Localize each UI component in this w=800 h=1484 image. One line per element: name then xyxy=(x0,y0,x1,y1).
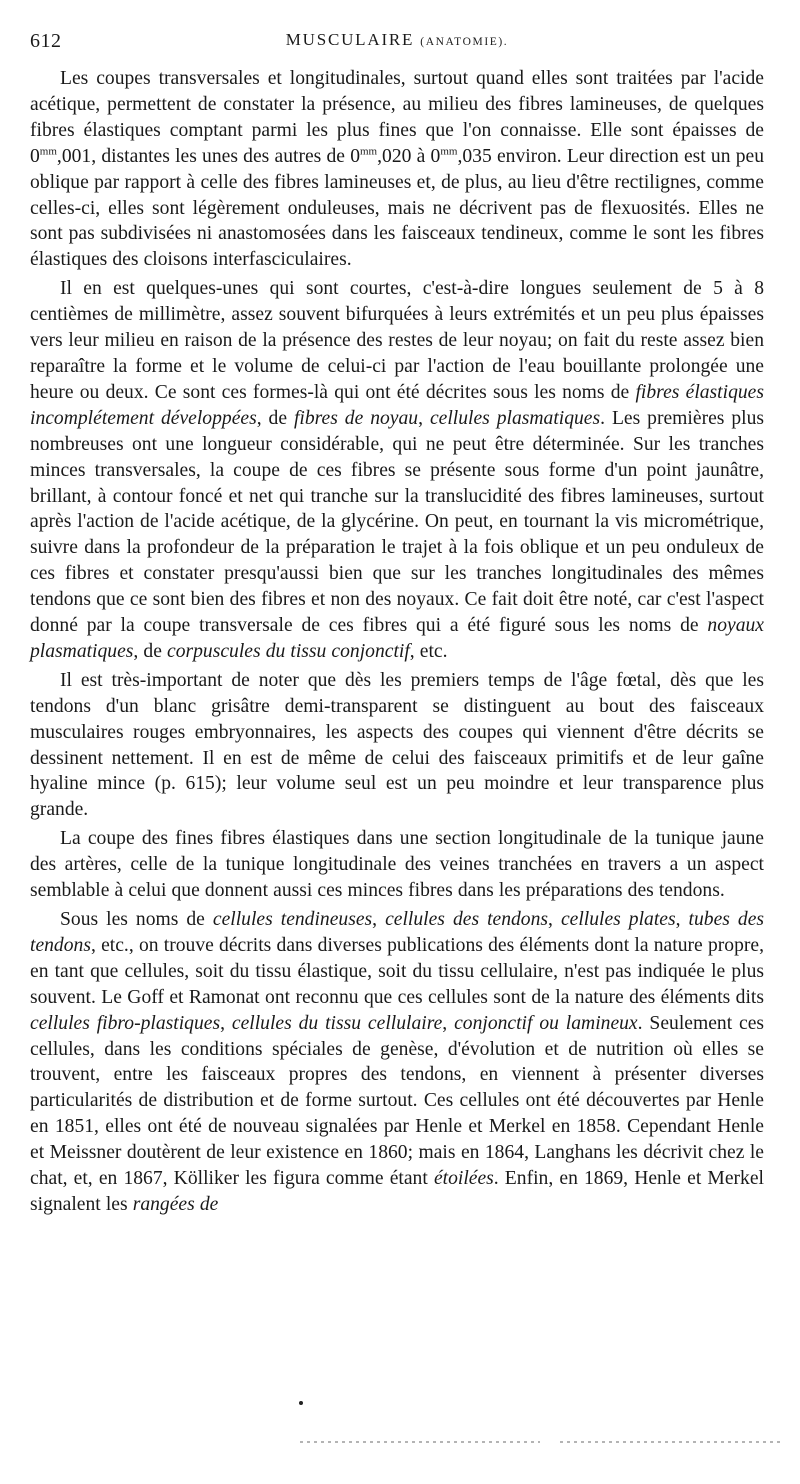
paragraph xyxy=(30,907,764,1218)
text-run: , xyxy=(372,909,386,930)
italic-term: cellules plasmatiques xyxy=(429,407,601,429)
page-number: 612 xyxy=(30,30,62,52)
body-text xyxy=(30,66,764,1218)
italic-term: cellules plates xyxy=(560,909,676,930)
italic-term: noyaux plasmatiques xyxy=(30,615,764,662)
running-title-subtitle: (ANATOMIE). xyxy=(420,36,509,48)
bottom-bleed-mark xyxy=(300,1441,540,1443)
running-title-main: MUSCULAIRE xyxy=(285,30,415,49)
text-run: , etc. xyxy=(409,640,448,662)
text-run: , xyxy=(220,1012,232,1034)
running-header xyxy=(30,22,764,62)
text-run: . Les premières plus nombreuses ont une longueur considérable, qui ne peut être déterminée. Sur les tranches minces transversales, la coupe de ces fibres se présente sous forme d'un point jaunâtre, brillant, à contour foncé et net qui tranche sur la translucidité des fibres lamineuses, surtout après l'action de l'acide acétique, de la glycérine. On peut, en tournant la vis micrométrique, suivre dans la profondeur de la préparation le trajet à la fois oblique et un peu onduleux de ces fibres et constater presqu'aussi bien que sur les tranches longitudinales des mêmes tendons que ce sont bien des fibres et non des noyaux. Ce fait doit être noté, car c'est l'aspect donné par la coupe transversale de ces fibres qui a été figuré sous les noms de xyxy=(30,407,764,637)
italic-term: cellules du tissu cellulaire xyxy=(231,1012,443,1034)
text-run: , xyxy=(675,909,689,930)
text-run: . Seulement ces cellules, dans les conditions spéciales de genèse, d'évolution et de nutrition où elles se trouvent, entre les faisceaux propres des tendons, en viennent à présenter diverses particularités de distribution et de forme surtout. Ces cellules ont été découvertes par Henle en 1851, elles ont été de nouveau signalées par Henle et Merkel en 1858. Cependant Henle et Meissner doutèrent de leur existence en 1860; mais en 1864, Langhans les décrivit chez le chat, et, en 1867, Kölliker les figura comme étant xyxy=(30,1012,765,1190)
text-run: . Enfin, en 1869, Henle et Merkel signalent les xyxy=(30,1168,764,1215)
unit-superscript: mm xyxy=(440,145,458,158)
paragraph xyxy=(30,668,764,823)
paragraph xyxy=(30,66,764,273)
unit-superscript: mm xyxy=(39,145,57,158)
text-run: , xyxy=(418,407,430,429)
text-run: Les coupes transversales et longitudinales, surtout quand elles sont traitées par l'acide acétique, permettent de constater la présence, au milieu des fibres lamineuses, de quelques fibres élastiques comptant parmi les plus fines que l'on connaisse. Elle sont épaisses de 0 xyxy=(30,68,764,167)
italic-term: fibres élastiques incomplétement développées xyxy=(30,381,764,429)
text-run: La coupe des fines fibres élastiques dans une section longitudinale de la tunique jaune des artères, celle de la tunique longitudinale des veines tranchées en travers a un aspect semblable à celui que donnent aussi ces minces fibres dans les préparations des tendons. xyxy=(30,828,764,902)
italic-term: cellules tendineuses xyxy=(212,909,373,930)
running-title xyxy=(30,30,764,50)
italic-term: tubes des tendons xyxy=(30,909,765,956)
text-run: , xyxy=(548,909,561,930)
italic-term: cellules fibro-plastiques xyxy=(30,1012,221,1034)
text-run: , de xyxy=(256,407,294,429)
paragraph xyxy=(30,826,764,904)
footer-dot-mark xyxy=(299,1401,303,1405)
bottom-bleed-mark xyxy=(560,1441,780,1443)
italic-term: fibres de noyau xyxy=(293,407,419,429)
italic-term: étoilées xyxy=(433,1168,494,1190)
text-run: , xyxy=(442,1012,455,1034)
text-run: , etc., on trouve décrits dans diverses publications des éléments dont la nature propre, en tant que cellules, soit du tissu élastique, soit du tissu cellulaire, n'est pas indiquée le plus souvent. Le Goff et Ramonat ont reconnu que ces cellules sont de la nature des éléments dits xyxy=(30,934,764,1008)
document-page xyxy=(30,22,764,1218)
unit-superscript: mm xyxy=(360,145,378,158)
text-run: Il est très-important de noter que dès les premiers temps de l'âge fœtal, dès que les tendons d'un blanc grisâtre demi-transparent se distinguent au bout des faisceaux musculaires rouges embryonnaires, les aspects des coupes qui viennent d'être décrits se dessinent nettement. Il en est de même de celui des faisceaux primitifs et de leur gaîne hyaline mince (p. 615); leur volume seul est un peu moindre et leur transparence plus grande. xyxy=(30,669,764,821)
text-run: Sous les noms de xyxy=(60,909,213,930)
text-run: ,035 environ. Leur direction est un peu oblique par rapport à celle des fibres lamineuses et, de plus, au lieu d'être rectilignes, comme celles-ci, elles sont légèrement onduleuses, mais ne décrivent pas de flexuosités. Elles ne sont pas subdivisées ni anastomosées dans les faisceaux tendineux, comme le sont les fibres élastiques des cloisons interfasciculaires. xyxy=(30,145,764,271)
italic-term: rangées de xyxy=(132,1193,219,1215)
italic-term: cellules des tendons xyxy=(385,909,549,930)
text-run: ,001, distantes les unes des autres de 0 xyxy=(56,145,360,167)
italic-term: corpuscules du tissu conjonctif xyxy=(167,640,410,662)
italic-term: conjonctif ou lamineux xyxy=(454,1012,638,1034)
paragraph xyxy=(30,276,764,665)
text-run: ,020 à 0 xyxy=(377,145,441,167)
text-run: Il en est quelques-unes qui sont courtes, c'est-à-dire longues seulement de 5 à 8 centièmes de millimètre, assez souvent bifurquées à leurs extrémités et un peu plus épaisses vers leur milieu en raison de la présence des restes de leur noyau; on fait du reste assez bien reparaître la forme et le volume de celui-ci par l'action de l'eau bouillante prolongée une heure ou deux. Ce sont ces formes-là qui ont été décrites sous les noms de xyxy=(30,278,764,403)
text-run: , de xyxy=(133,640,168,662)
